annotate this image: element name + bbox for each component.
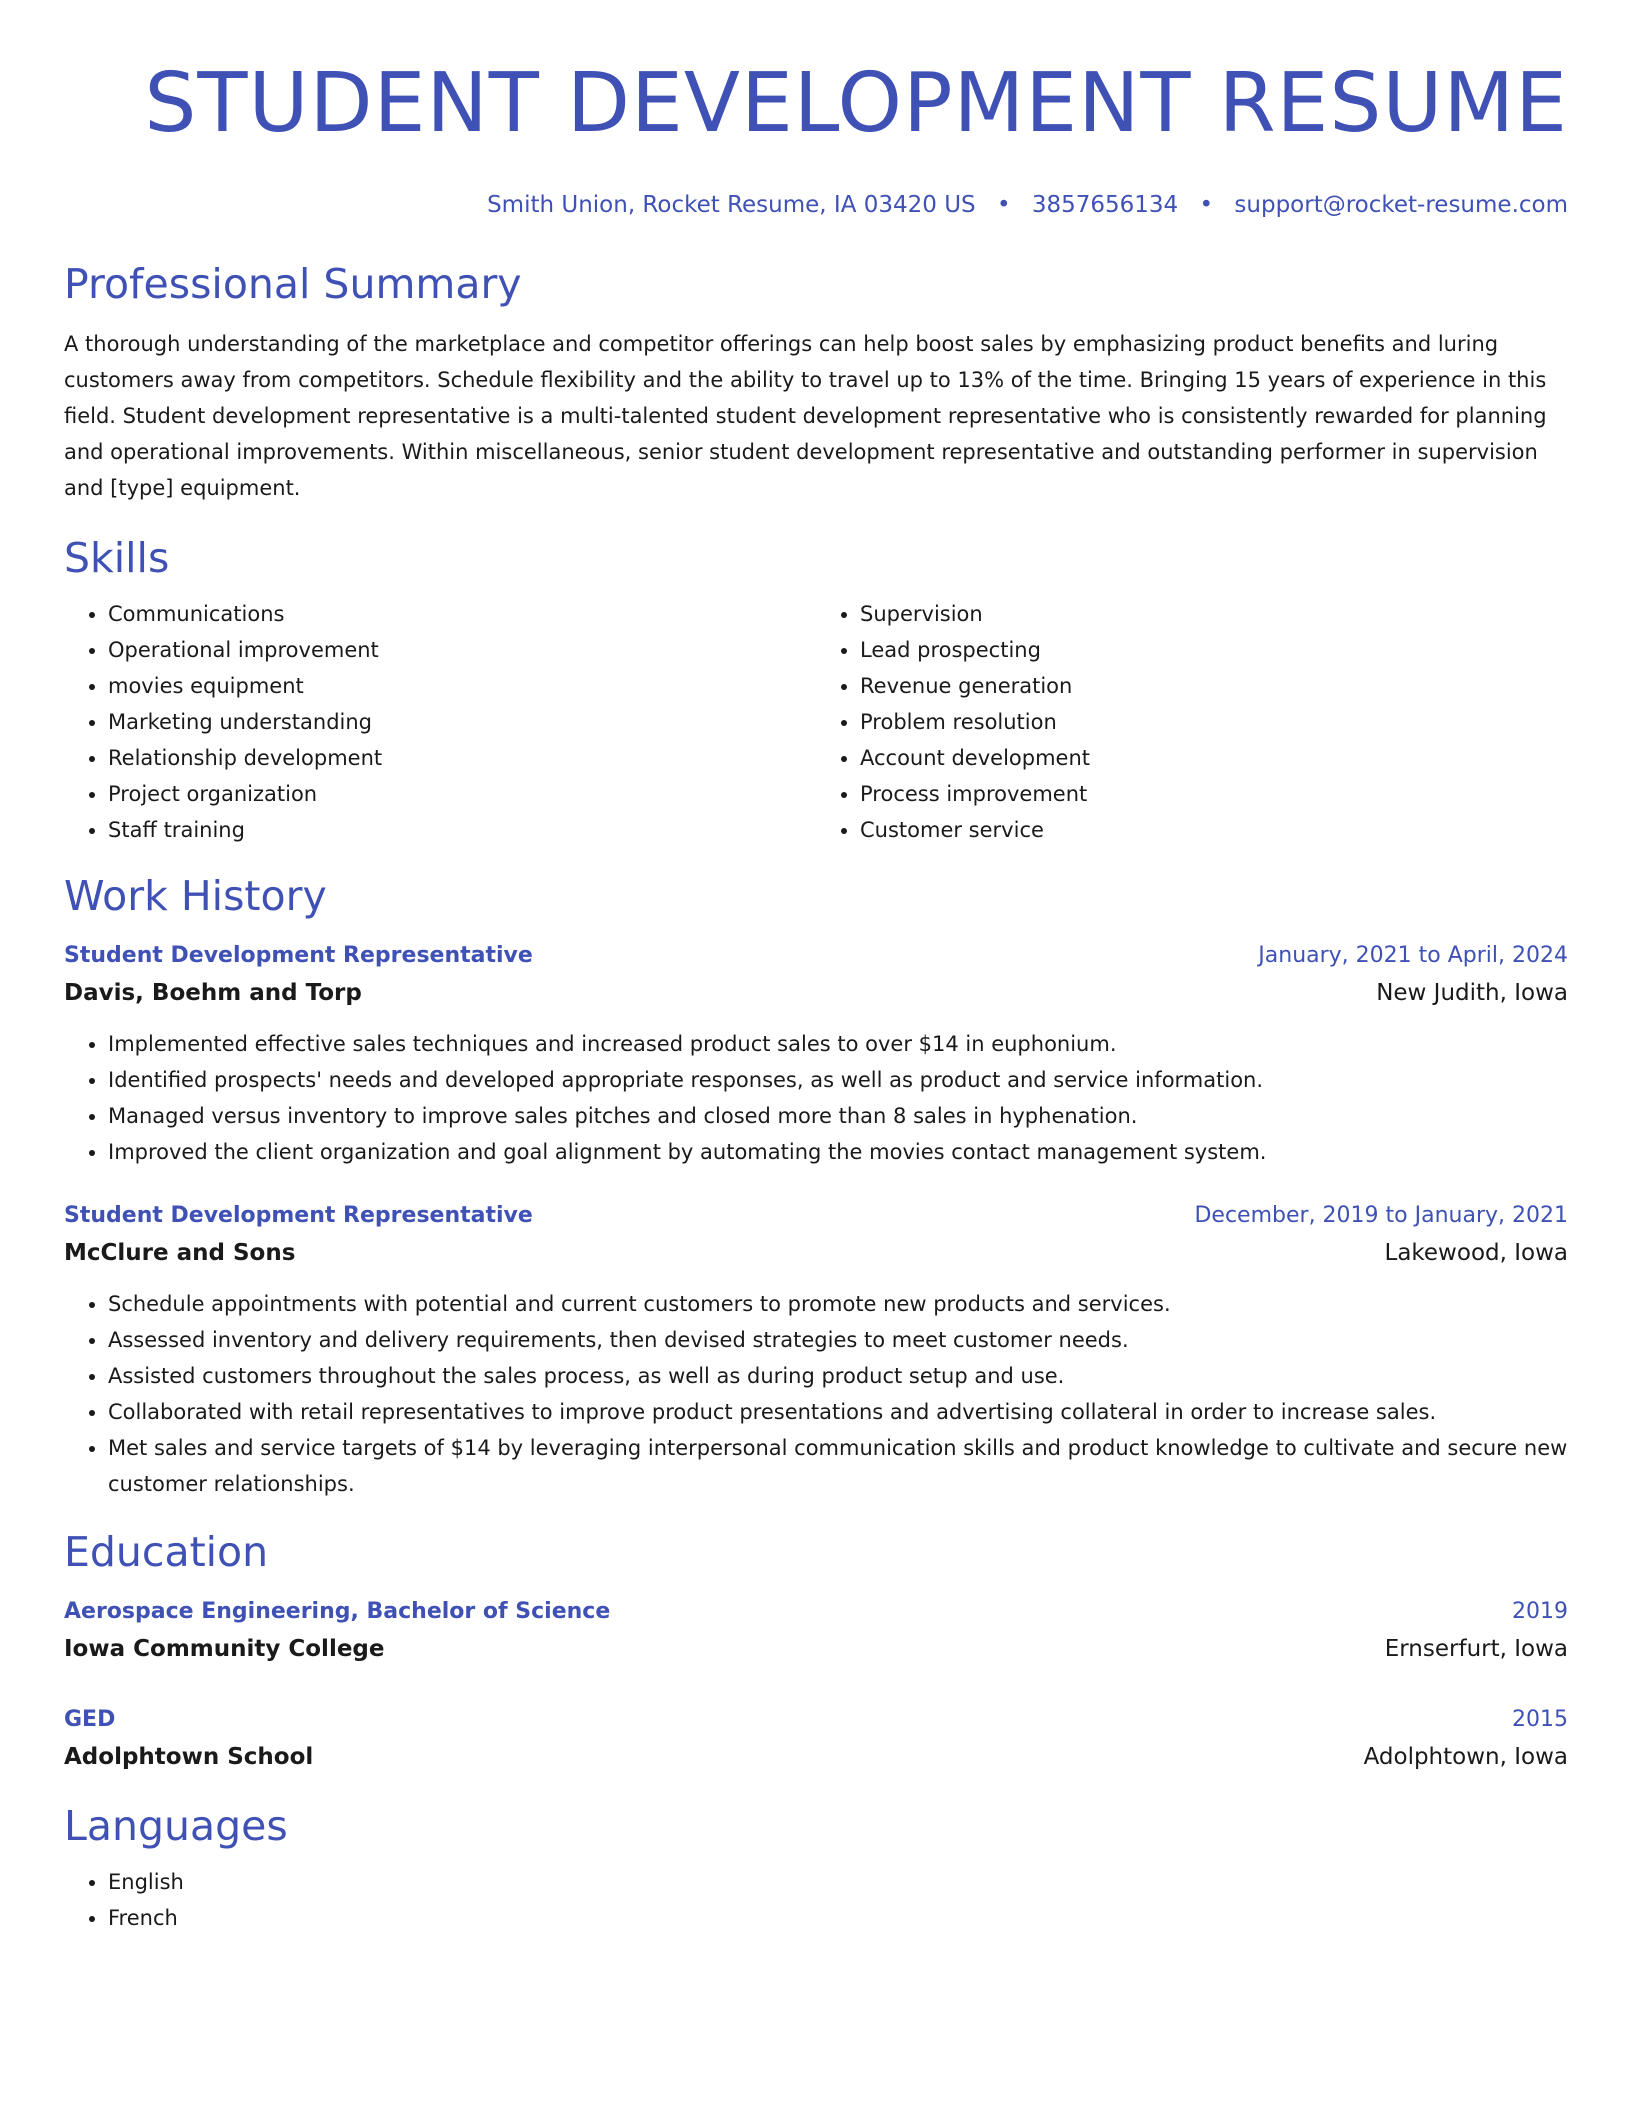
job-company: Davis, Boehm and Torp	[64, 980, 362, 1006]
job-bullet: • Schedule appointments with potential and current customers to promote new products and services.	[108, 1286, 1568, 1322]
job-bullets	[64, 1286, 1568, 1502]
skill-item: • Lead prospecting	[860, 632, 1568, 668]
section-title-summary: Professional Summary	[64, 260, 522, 308]
skill-item: • Problem resolution	[860, 704, 1568, 740]
skills-list	[64, 596, 1568, 848]
job-bullet: • Assisted customers throughout the sales process, as well as during product setup and use.	[108, 1358, 1568, 1394]
education-school-row	[64, 1630, 1568, 1668]
job-header-row	[64, 1198, 1568, 1234]
job-header-row	[64, 938, 1568, 974]
resume-header	[64, 0, 1568, 220]
resume-name: STUDENT DEVELOPMENT RESUME	[144, 56, 1568, 151]
summary-text: A thorough understanding of the marketplace and competitor offerings can help boost sales by emphasizing product benefits and luring customers away from competitors. Schedule flexibility and the ability to travel up to 13% of the time. Bringing 15 years of experience in this field. Student development representative is a multi-talented student development representative who is consistently rewarded for planning and operational improvements. Within miscellaneous, senior student development representative and outstanding performer in supervision and [type] equipment.	[64, 332, 1547, 500]
education-school-row	[64, 1738, 1568, 1776]
job-dates: January, 2021 to April, 2024	[1258, 943, 1568, 968]
job-bullet: • Improved the client organization and goal alignment by automating the movies contact management system.	[108, 1134, 1568, 1170]
job-entry	[64, 938, 1568, 1170]
contact-address: Smith Union, Rocket Resume, IA 03420 US	[487, 192, 976, 218]
skill-item: • Staff training	[108, 812, 816, 848]
education-location: Ernserfurt, Iowa	[1384, 1636, 1568, 1662]
skill-item: • Relationship development	[108, 740, 816, 776]
education-header-row	[64, 1594, 1568, 1630]
job-title: Student Development Representative	[64, 943, 533, 968]
section-title-skills: Skills	[64, 534, 170, 582]
skill-item: • Supervision	[860, 596, 1568, 632]
job-company-row	[64, 1234, 1568, 1272]
job-company-row	[64, 974, 1568, 1012]
languages-list	[64, 1864, 1568, 1936]
job-title: Student Development Representative	[64, 1203, 533, 1228]
section-title-work-history: Work History	[64, 872, 327, 920]
job-bullet: • Assessed inventory and delivery requirements, then devised strategies to meet customer needs.	[108, 1322, 1568, 1358]
job-location: Lakewood, Iowa	[1384, 1240, 1568, 1266]
education-entry	[64, 1594, 1568, 1668]
education-degree: Aerospace Engineering, Bachelor of Science	[64, 1599, 611, 1624]
contact-separator: •	[1199, 192, 1214, 218]
skill-item: • Revenue generation	[860, 668, 1568, 704]
skill-item: • Operational improvement	[108, 632, 816, 668]
skill-item: • Process improvement	[860, 776, 1568, 812]
education-entry	[64, 1702, 1568, 1776]
contact-email[interactable]: support@rocket-resume.com	[1234, 192, 1568, 218]
section-title-education: Education	[64, 1528, 269, 1576]
skills-column-right	[816, 596, 1568, 848]
skill-item: • Project organization	[108, 776, 816, 812]
skill-item: • movies equipment	[108, 668, 816, 704]
job-entry	[64, 1198, 1568, 1502]
contact-phone: 3857656134	[1031, 192, 1179, 218]
education-school: Adolphtown School	[64, 1744, 314, 1770]
education-school: Iowa Community College	[64, 1636, 385, 1662]
skills-column-left	[64, 596, 816, 848]
job-dates: December, 2019 to January, 2021	[1194, 1203, 1568, 1228]
job-bullet: • Identified prospects' needs and developed appropriate responses, as well as product and service information.	[108, 1062, 1568, 1098]
skill-item: • Account development	[860, 740, 1568, 776]
job-location: New Judith, Iowa	[1376, 980, 1568, 1006]
skill-item: • Customer service	[860, 812, 1568, 848]
contact-line	[64, 190, 1568, 220]
section-title-languages: Languages	[64, 1802, 288, 1850]
job-bullet: • Collaborated with retail representatives to improve product presentations and advertising collateral in order to increase sales.	[108, 1394, 1568, 1430]
education-location: Adolphtown, Iowa	[1363, 1744, 1568, 1770]
skill-item: • Communications	[108, 596, 816, 632]
education-header-row	[64, 1702, 1568, 1738]
job-bullet: • Managed versus inventory to improve sales pitches and closed more than 8 sales in hyphenation.	[108, 1098, 1568, 1134]
job-bullets	[64, 1026, 1568, 1170]
language-item: • English	[108, 1864, 1568, 1900]
job-bullet: • Implemented effective sales techniques and increased product sales to over $14 in euphonium.	[108, 1026, 1568, 1062]
contact-separator: •	[996, 192, 1011, 218]
education-year: 2015	[1512, 1707, 1568, 1732]
education-degree: GED	[64, 1707, 116, 1732]
skill-item: • Marketing understanding	[108, 704, 816, 740]
job-bullet: • Met sales and service targets of $14 by leveraging interpersonal communication skills and product knowledge to cultivate and secure new customer relationships.	[108, 1430, 1568, 1502]
education-year: 2019	[1512, 1599, 1568, 1624]
job-company: McClure and Sons	[64, 1240, 296, 1266]
language-item: • French	[108, 1900, 1568, 1936]
